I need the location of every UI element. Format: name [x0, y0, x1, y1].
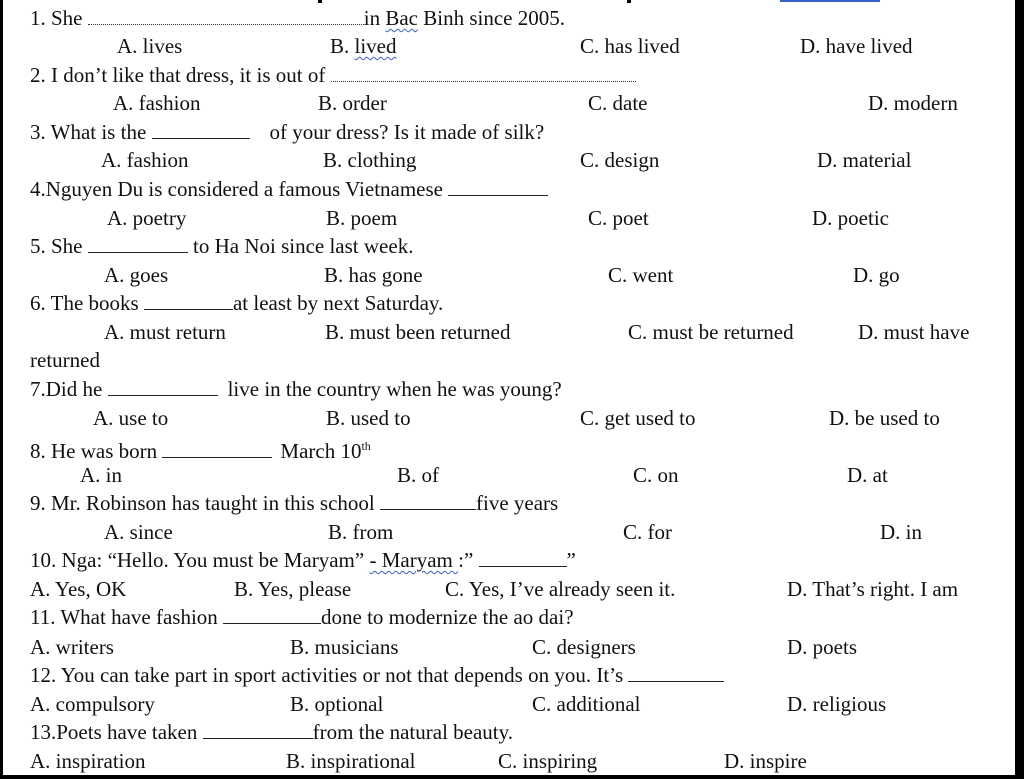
answer-blank	[88, 8, 364, 25]
question-text: March 10	[280, 439, 362, 463]
question-text: 1. She	[30, 6, 88, 30]
question-text: Bac	[385, 6, 418, 30]
option-a: A. Yes, OK	[30, 577, 127, 601]
question-text: Binh since 2005.	[418, 6, 565, 30]
question-4	[30, 177, 548, 201]
option-d: D. religious	[787, 692, 887, 716]
question-12	[30, 663, 724, 687]
option-d: D. That’s right. I am	[787, 577, 959, 601]
option-c: C. poet	[588, 206, 649, 230]
option-a: A. use to	[93, 406, 169, 430]
option-c: C. went	[608, 263, 674, 287]
question-6	[30, 291, 443, 315]
ordinal-suffix: th	[361, 439, 371, 453]
option-d: D. be used to	[829, 406, 940, 430]
option-b: B. optional	[290, 692, 384, 716]
option-d: D. go	[853, 263, 900, 287]
question-5	[30, 234, 413, 258]
answer-blank	[479, 549, 567, 567]
question-text: 12. You can take part in sport activities or not that depends on you. It’s	[30, 663, 629, 687]
question-text: 7.Did he	[30, 377, 108, 401]
question-text: from the natural beauty.	[312, 720, 514, 744]
option-d: D. modern	[868, 91, 958, 115]
page-border-bottom	[0, 775, 1024, 779]
option-c: C. inspiring	[498, 749, 598, 773]
answer-blank	[223, 606, 321, 624]
question-text: 11. What have fashion	[30, 605, 224, 629]
option-a: A. in	[80, 463, 122, 487]
option-c: C. additional	[532, 692, 641, 716]
question-text: 3. What is the	[30, 120, 152, 144]
question-text: live in the country when he was young?	[227, 377, 562, 401]
option-b: B. Yes, please	[234, 577, 352, 601]
answer-blank	[448, 178, 548, 196]
question-text: at least by next Saturday.	[232, 291, 444, 315]
option-a: A. since	[104, 520, 173, 544]
option-a: A. writers	[30, 635, 114, 659]
question-text: 10. Nga: “Hello. You must be Maryam”	[30, 548, 370, 572]
question-text: 9. Mr. Robinson has taught in this school	[30, 491, 381, 515]
question-text: done to modernize the ao dai?	[321, 605, 574, 629]
answer-blank	[162, 440, 272, 458]
page-border-right	[1015, 0, 1024, 779]
option-c: C. must be returned	[628, 320, 794, 344]
option-d: D. inspire	[724, 749, 807, 773]
question-7	[30, 377, 562, 401]
cropped-spellcheck-mark	[780, 0, 880, 2]
answer-blank	[331, 65, 636, 82]
question-text: 8. He was born	[30, 439, 163, 463]
question-10	[30, 548, 576, 572]
question-text: :”	[458, 548, 479, 572]
option-d: D. poetic	[812, 206, 889, 230]
option-d: D. poets	[787, 635, 857, 659]
option-b: B. has gone	[324, 263, 423, 287]
option-b: B. poem	[326, 206, 398, 230]
question-text: - Maryam	[369, 548, 459, 572]
question-text: 13.Poets have taken	[30, 720, 203, 744]
answer-blank	[144, 292, 233, 310]
answer-blank	[380, 492, 476, 510]
question-9	[30, 491, 558, 515]
option-b: B. from	[328, 520, 394, 544]
option-d: D. must have	[858, 320, 970, 344]
option-a: A. poetry	[107, 206, 187, 230]
option-c: C. on	[633, 463, 679, 487]
option-a: A. compulsory	[30, 692, 155, 716]
option-b: B. of	[397, 463, 439, 487]
question-text: 2. I don’t like that dress, it is out of	[30, 63, 331, 87]
option-b: B. inspirational	[286, 749, 416, 773]
option-c: C. has lived	[580, 34, 680, 58]
answer-blank	[203, 721, 313, 739]
option-a: A. fashion	[101, 148, 189, 172]
option-b: B. must been returned	[325, 320, 511, 344]
option-text: lived	[354, 34, 397, 58]
option-c: C. for	[623, 520, 672, 544]
answer-blank	[628, 664, 724, 682]
question-text: 4.Nguyen Du is considered a famous Vietnamese	[30, 177, 449, 201]
option-d-continued: returned	[30, 348, 100, 372]
question-13	[30, 720, 513, 744]
option-c: C. designers	[532, 635, 636, 659]
page-border-left	[0, 0, 3, 779]
question-text: to Ha Noi since last week.	[187, 234, 414, 258]
option-d: D. have lived	[800, 34, 913, 58]
answer-blank	[88, 235, 188, 253]
option-c: C. date	[588, 91, 648, 115]
option-c: C. Yes, I’ve already seen it.	[445, 577, 676, 601]
cropped-mark	[318, 0, 322, 3]
option-b: B. clothing	[323, 148, 417, 172]
answer-blank	[152, 121, 250, 139]
option-a: A. fashion	[113, 91, 201, 115]
question-text: of your dress? Is it made of silk?	[269, 120, 545, 144]
option-a: A. lives	[117, 34, 183, 58]
option-a: A. goes	[104, 263, 169, 287]
option-a: A. must return	[104, 320, 226, 344]
option-letter: B.	[330, 34, 355, 58]
option-c: C. get used to	[580, 406, 696, 430]
question-text: in	[363, 6, 386, 30]
option-c: C. design	[580, 148, 660, 172]
answer-blank	[108, 378, 218, 396]
question-text: 6. The books	[30, 291, 144, 315]
question-text: 5. She	[30, 234, 88, 258]
option-a: A. inspiration	[30, 749, 146, 773]
option-b: B. musicians	[290, 635, 399, 659]
option-d: D. material	[817, 148, 912, 172]
question-2	[30, 63, 636, 87]
option-b: B. used to	[326, 406, 411, 430]
cropped-mark	[627, 0, 631, 3]
option-b	[330, 34, 397, 58]
question-1	[30, 6, 565, 30]
question-text: five years	[476, 491, 559, 515]
question-8	[30, 434, 371, 463]
option-d: D. in	[880, 520, 922, 544]
option-b: B. order	[318, 91, 387, 115]
question-11	[30, 605, 574, 629]
question-text: ”	[566, 548, 576, 572]
option-d: D. at	[847, 463, 888, 487]
question-3	[30, 120, 544, 144]
